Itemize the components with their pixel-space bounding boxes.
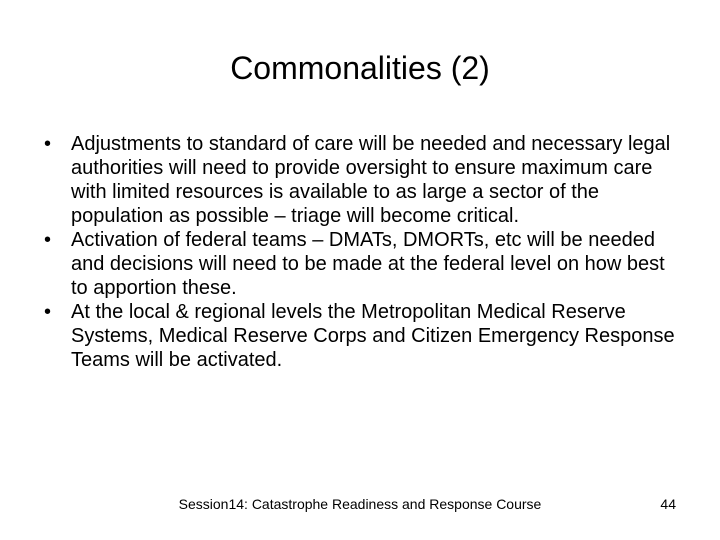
footer-text: Session14: Catastrophe Readiness and Response Course xyxy=(178,496,542,512)
bullet-list xyxy=(44,132,684,372)
bullet-icon: • xyxy=(44,301,52,323)
slide-title: Commonalities (2) xyxy=(230,50,490,86)
page-number: 44 xyxy=(660,496,676,512)
bullet-text: At the local & regional levels the Metropolitan Medical Reserve Systems, Medical Reserve Corps and Citizen Emergency Response Teams will be activated. xyxy=(71,301,675,371)
bullet-text: Activation of federal teams – DMATs, DMORTs, etc will be needed and decisions will need to be made at the federal level on how best to apportion these. xyxy=(71,229,665,299)
bullet-item xyxy=(44,228,684,300)
bullet-icon: • xyxy=(44,133,52,155)
bullet-icon: • xyxy=(44,229,52,251)
bullet-item xyxy=(44,132,684,228)
bullet-item xyxy=(44,300,684,372)
bullet-text: Adjustments to standard of care will be needed and necessary legal authorities will need to provide oversight to ensure maximum care with limited resources is available to as large a sector of the population as possible – triage will become critical. xyxy=(71,133,671,227)
